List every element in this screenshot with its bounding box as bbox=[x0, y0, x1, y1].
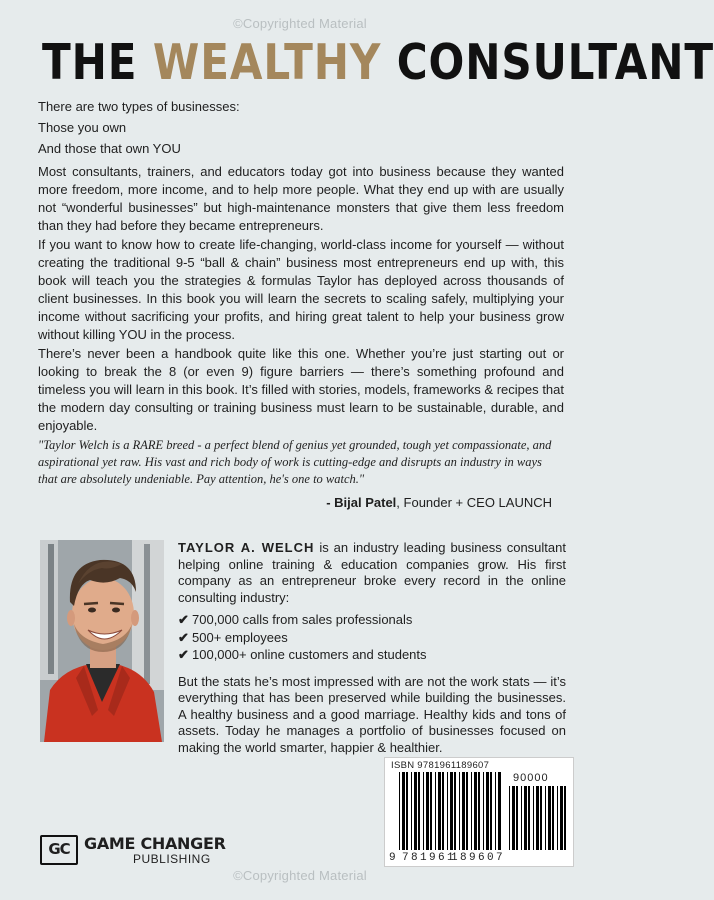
barcode-bar bbox=[486, 772, 489, 850]
publisher-mark: GC bbox=[40, 835, 78, 865]
barcode-bar bbox=[430, 772, 432, 850]
barcode-bar bbox=[447, 772, 448, 850]
achievement-list bbox=[178, 612, 566, 664]
list-item-text: 100,000+ online customers and students bbox=[192, 647, 427, 662]
barcode-bar bbox=[459, 772, 460, 850]
description-paragraph-1: Most consultants, trainers, and educators today got into business because they wanted more freedom, more income, and to help more people. What they end up with are usually not “wonderful businesses” but high-maintenance monsters that give them less freedom than they had before they became entrepreneurs. bbox=[38, 164, 564, 233]
testimonial-role: , Founder + CEO LAUNCH bbox=[396, 495, 552, 510]
barcode-digit-group-2: 189607 bbox=[451, 852, 506, 864]
barcode-bar bbox=[399, 772, 400, 850]
watermark-top: ©Copyrighted Material bbox=[233, 16, 367, 31]
barcode-digit-group-1: 781961 bbox=[402, 852, 457, 864]
barcode-bar bbox=[557, 786, 558, 850]
barcode-bar bbox=[490, 772, 492, 850]
author-photo bbox=[40, 540, 164, 742]
book-title bbox=[42, 34, 714, 91]
list-item-text: 700,000 calls from sales professionals bbox=[192, 612, 413, 627]
checkmark-icon: ✔ bbox=[178, 647, 189, 662]
bio-intro bbox=[178, 540, 566, 606]
barcode-bar bbox=[536, 786, 539, 850]
barcode-bar bbox=[545, 786, 546, 850]
barcode-bar bbox=[418, 772, 420, 850]
barcode-bar bbox=[478, 772, 480, 850]
list-item-text: 500+ employees bbox=[192, 629, 288, 645]
barcode-bar bbox=[495, 772, 496, 850]
barcode-bar bbox=[564, 786, 566, 850]
barcode-bar bbox=[454, 772, 456, 850]
barcode-bar bbox=[498, 772, 501, 850]
barcode-bar bbox=[406, 772, 408, 850]
publisher-name: GAME CHANGER bbox=[84, 834, 226, 853]
intro-line: Those you own bbox=[38, 120, 127, 135]
list-item bbox=[178, 612, 566, 629]
barcode-bar bbox=[483, 772, 484, 850]
title-part-2: CONSULTANT bbox=[381, 34, 714, 91]
description-paragraph-3: There’s never been a handbook quite like this one. Whether you’re just starting out or looking to break the 8 (or even 9) figure barriers — there’s something profound and timeless you will learn in this book. It’s filled with stories, models, frameworks & recipes that the modern day consulting or training business must learn to be sustainable, durable, and enjoyable. bbox=[38, 346, 564, 433]
checkmark-icon: ✔ bbox=[178, 612, 189, 627]
barcode-bar bbox=[466, 772, 468, 850]
intro-lines bbox=[38, 98, 564, 161]
barcode-bar bbox=[524, 786, 527, 850]
barcode-bar bbox=[426, 772, 429, 850]
checkmark-icon: ✔ bbox=[178, 629, 189, 645]
bio-intro-text: is an industry leading business consultant helping online training & education companies grow. His first company as an entrepreneur broke every record in the online consulting industry: bbox=[178, 540, 566, 605]
barcode-bar bbox=[533, 786, 534, 850]
barcode-bar bbox=[516, 786, 518, 850]
barcode-panel bbox=[384, 757, 574, 867]
publisher-subtitle: PUBLISHING bbox=[133, 852, 211, 866]
barcode-bar bbox=[540, 786, 542, 850]
barcode-bar bbox=[560, 786, 563, 850]
barcode-bar bbox=[509, 786, 510, 850]
title-accent-word: WEALTHY bbox=[152, 34, 382, 91]
watermark-bottom: ©Copyrighted Material bbox=[233, 868, 367, 883]
barcode-bar bbox=[435, 772, 436, 850]
barcode-bar bbox=[402, 772, 405, 850]
barcode-bar bbox=[512, 786, 515, 850]
barcode-bar bbox=[471, 772, 472, 850]
author-name: TAYLOR A. WELCH bbox=[178, 540, 315, 555]
testimonial-quote: "Taylor Welch is a RARE breed - a perfect blend of genius yet grounded, tough yet compassionate, and aspirational yet raw. His vast and rich body of work is cutting-edge and disrupts an industry in ways that are absolutely undeniable. Pay attention, he's one to watch." bbox=[38, 438, 552, 486]
barcode-bar bbox=[462, 772, 465, 850]
barcode-digit-lead: 9 bbox=[389, 852, 396, 864]
barcode-bar bbox=[528, 786, 530, 850]
barcode-bar bbox=[521, 786, 522, 850]
barcode-bar bbox=[474, 772, 477, 850]
barcode-bar bbox=[552, 786, 554, 850]
bio-closing: But the stats he’s most impressed with are not the work stats — it’s everything that has been preserved while building the businesses. A healthy business and a good marriage. Healthy kids and tons of assets. Today he manages a portfolio of businesses focused on making the world smarter, happier & healthier. bbox=[178, 673, 566, 755]
author-bio bbox=[178, 540, 566, 756]
price-code: 90000 bbox=[513, 772, 549, 784]
testimonial-attribution bbox=[326, 495, 552, 510]
testimonial-author: - Bijal Patel bbox=[326, 495, 397, 510]
intro-line: There are two types of businesses: bbox=[38, 99, 240, 114]
list-item bbox=[178, 630, 566, 647]
intro-line: And those that own YOU bbox=[38, 141, 181, 156]
barcode-bar bbox=[414, 772, 417, 850]
barcode-bar bbox=[442, 772, 444, 850]
title-part-1: THE bbox=[42, 34, 153, 91]
barcode-bar bbox=[438, 772, 441, 850]
list-item bbox=[178, 647, 566, 664]
description-paragraph-2: If you want to know how to create life-changing, world-class income for yourself — without creating the traditional 9-5 “ball & chain” business most entrepreneurs end up with, this book will teach you the strategies & formulas Taylor has deployed across thousands of client businesses. In this book you will learn the secrets to scaling safely, multiplying your income without sacrificing your profits, and hiring great talent to help your business grow without killing YOU in the process. bbox=[38, 237, 564, 342]
barcode-bar bbox=[548, 786, 551, 850]
barcode-bar bbox=[411, 772, 412, 850]
isbn-label: ISBN 9781961189607 bbox=[391, 760, 490, 771]
barcode-bar bbox=[450, 772, 453, 850]
barcode-bar bbox=[423, 772, 424, 850]
publisher-logo bbox=[40, 833, 240, 867]
